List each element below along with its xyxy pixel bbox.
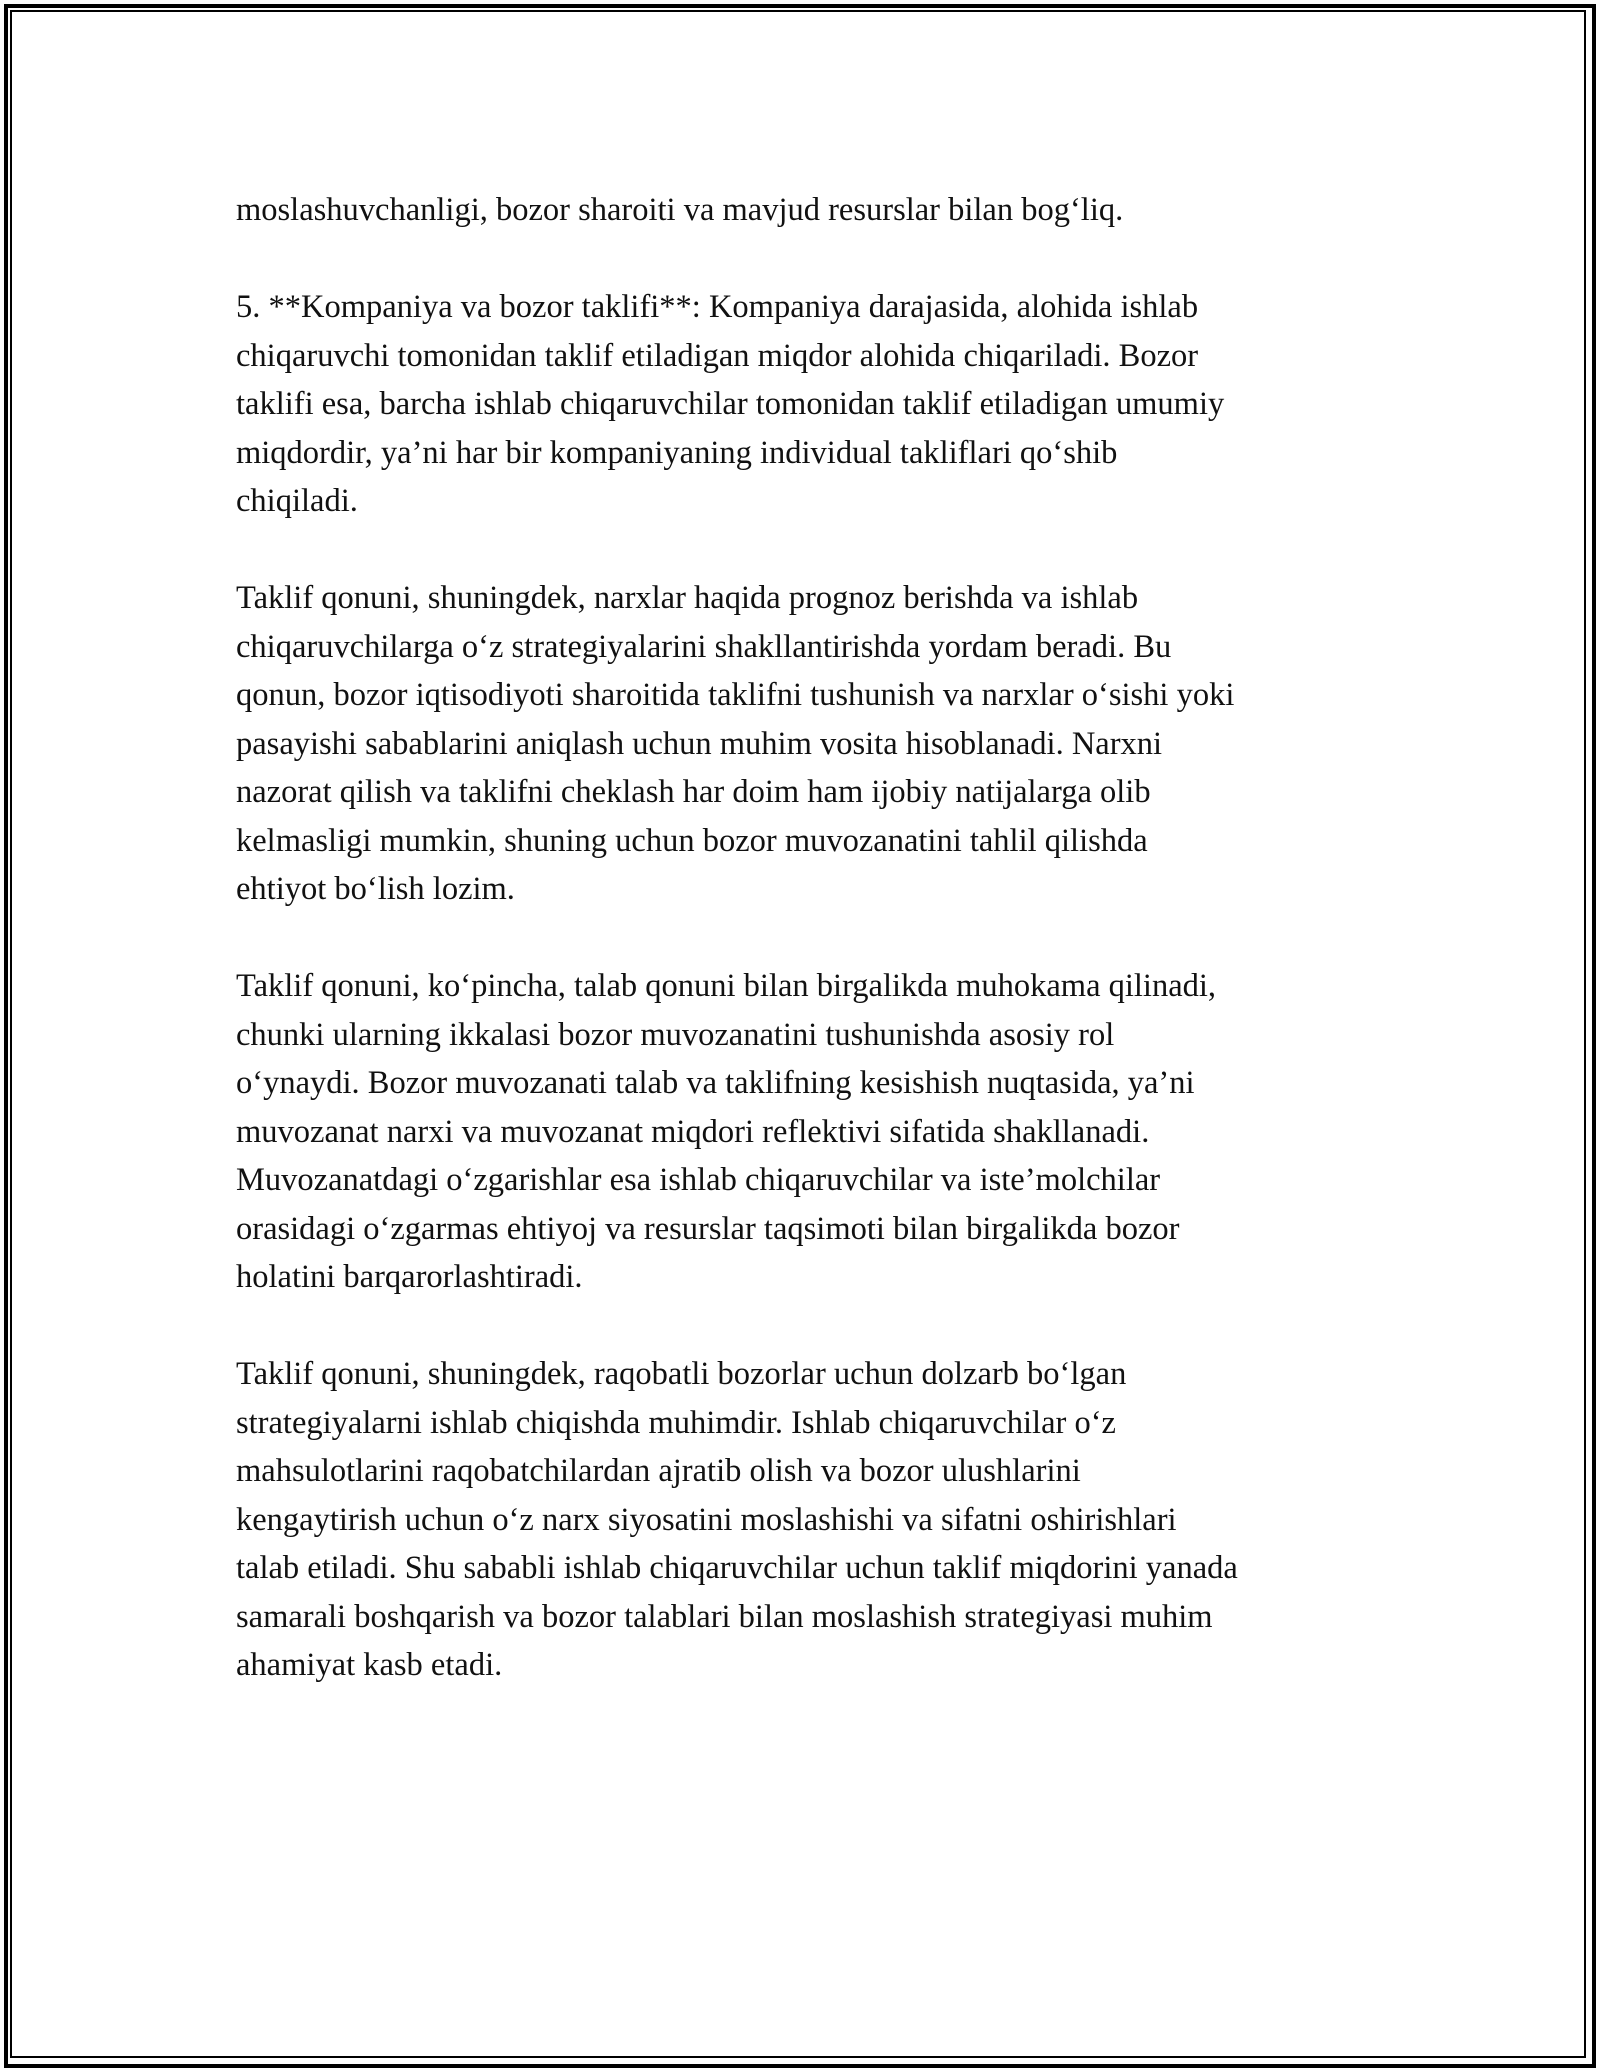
paragraph-supply-demand-equilibrium: Taklif qonuni, ko‘pincha, talab qonuni bilan birgalikda muhokama qilinadi, chunki ularning ikkalasi bozor muvozanatini tushunishda asosiy rol o‘ynaydi. Bozor muvozanati talab va taklifning kesishish nuqtasida, ya’ni muvozanat narxi va muvozanat miqdori reflektivi sifatida shakllanadi. Muvozanatdagi o‘zgarishlar esa ishlab chiqaruvchilar va iste’molchilar orasidagi o‘zgarmas ehtiyoj va resurslar taqsimoti bilan birgalikda bozor holatini barqarorlashtiradi. <box>236 968 1217 1295</box>
paragraph-company-market-supply: 5. **Kompaniya va bozor taklifi**: Kompaniya darajasida, alohida ishlab chiqaruvchi tomonidan taklif etiladigan miqdor alohida chiqariladi. Bozor taklifi esa, barcha ishlab chiqaruvchilar tomonidan taklif etiladigan umumiy miqdordir, ya’ni har bir kompaniyaning individual takliflari qo‘shib chiqiladi. <box>236 289 1225 519</box>
paragraph-competitive-strategies: Taklif qonuni, shuningdek, raqobatli bozorlar uchun dolzarb bo‘lgan strategiyalarni ishlab chiqishda muhimdir. Ishlab chiqaruvchilar o‘z mahsulotlarini raqobatchilardan ajratib olish va bozor ulushlarini kengaytirish uchun o‘z narx siyosatini moslashishi va sifatni oshirishlari talab etiladi. Shu sababli ishlab chiqaruvchilar uchun taklif miqdorini yanada samarali boshqarish va bozor talablari bilan moslashish strategiyasi muhim ahamiyat kasb etadi. <box>236 1356 1238 1683</box>
paragraph-supply-law-forecast: Taklif qonuni, shuningdek, narxlar haqida prognoz berishda va ishlab chiqaruvchilarga o‘z strategiyalarini shakllantirishda yordam beradi. Bu qonun, bozor iqtisodiyoti sharoitida taklifni tushunish va narxlar o‘sishi yoki pasayishi sabablarini aniqlash uchun muhim vosita hisoblanadi. Narxni nazorat qilish va taklifni cheklash har doim ham ijobiy natijalarga olib kelmasligi mumkin, shuning uchun bozor muvozanatini tahlil qilishda ehtiyot bo‘lish lozim. <box>236 580 1235 907</box>
document-body <box>236 186 1376 1738</box>
paragraph-continuation: moslashuvchanligi, bozor sharoiti va mavjud resurslar bilan bog‘liq. <box>236 192 1124 228</box>
